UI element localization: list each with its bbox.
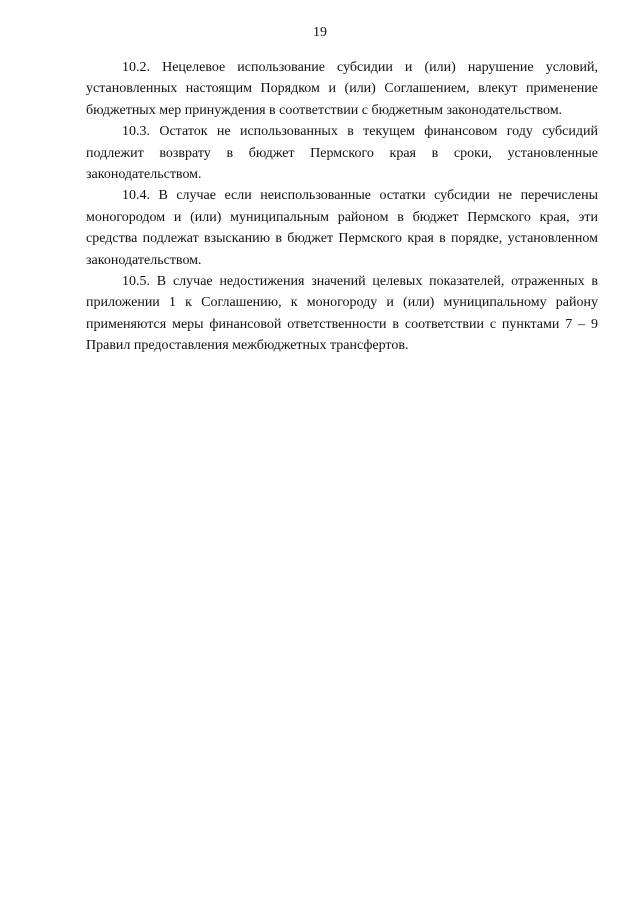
paragraph-10-2: 10.2. Нецелевое использование субсидии и (или) нарушение условий, установленных настоящим Порядком и (или) Соглашением, влекут применение бюджетных мер принуждения в соответствии с бюджетным законодательством. [86, 60, 598, 118]
paragraph-10-4: 10.4. В случае если неиспользованные остатки субсидии не перечислены моногородом и (или) муниципальным районом в бюджет Пермского края, эти средства подлежат взысканию в бюджет Пермского края в порядке, установленном законодательством. [86, 188, 598, 268]
paragraph-10-5: 10.5. В случае недостижения значений целевых показателей, отраженных в приложении 1 к Соглашению, к моногороду и (или) муниципальному району применяются меры финансовой ответственности в соответствии с пунктами 7 – 9 Правил предоставления межбюджетных трансфертов. [86, 274, 598, 354]
document-body [86, 57, 598, 357]
paragraph-10-3: 10.3. Остаток не использованных в текущем финансовом году субсидий подлежит возврату в бюджет Пермского края в сроки, установленные законодательством. [86, 124, 598, 183]
page-number: 19 [313, 25, 327, 40]
